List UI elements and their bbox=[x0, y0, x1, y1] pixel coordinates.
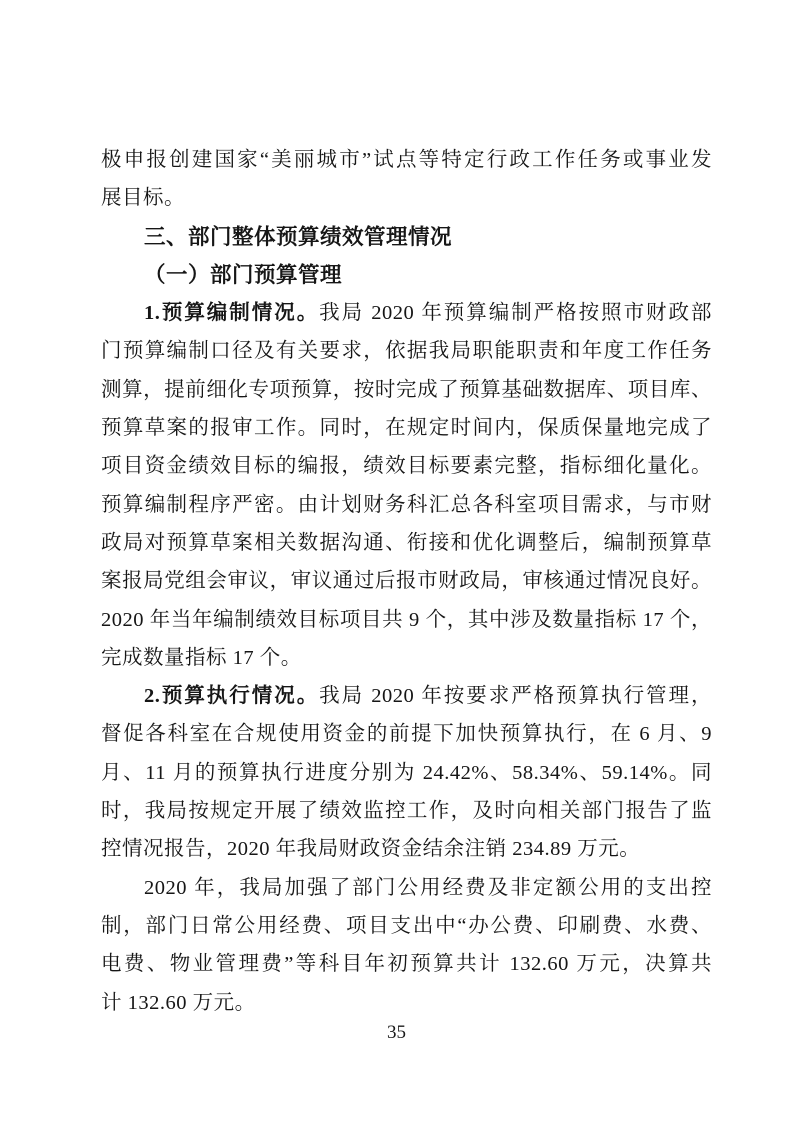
paragraph-first-line bbox=[101, 677, 712, 715]
paragraph-lead-bold: 2.预算执行情况。 bbox=[144, 685, 320, 708]
body-line bbox=[101, 830, 712, 868]
body-line bbox=[101, 486, 712, 524]
body-text: 项目资金绩效目标的编报，绩效目标要素完整，指标细化量化。 bbox=[101, 455, 712, 478]
body-text: 电费、物业管理费”等科目年初预算共计 132.60 万元，决算共 bbox=[101, 953, 712, 976]
body-text: 督促各科室在合规使用资金的前提下加快预算执行，在 6 月、9 bbox=[101, 723, 712, 746]
body-line bbox=[101, 907, 712, 945]
body-text: 制，部门日常公用经费、项目支出中“办公费、印刷费、水费、 bbox=[101, 914, 712, 937]
body-text: 2020 年，我局加强了部门公用经费及非定额公用的支出控 bbox=[144, 876, 712, 899]
body-text: 测算，提前细化专项预算，按时完成了预算基础数据库、项目库、 bbox=[101, 378, 712, 401]
body-text: 极申报创建国家“美丽城市”试点等特定行政工作任务或事业发 bbox=[101, 149, 712, 171]
body-line bbox=[101, 945, 712, 983]
body-text: 案报局党组会审议，审议通过后报市财政局，审核通过情况良好。 bbox=[101, 570, 712, 593]
text-block bbox=[101, 141, 712, 1022]
body-line bbox=[101, 179, 712, 217]
body-line bbox=[101, 601, 712, 639]
body-text: 门预算编制口径及有关要求，依据我局职能职责和年度工作任务 bbox=[101, 340, 712, 363]
subsection-heading-text: （一）部门预算管理 bbox=[144, 262, 343, 287]
body-line bbox=[101, 715, 712, 753]
paragraph-first-line bbox=[101, 294, 712, 332]
body-line bbox=[101, 754, 712, 792]
section-heading bbox=[101, 218, 712, 256]
body-line bbox=[101, 332, 712, 370]
body-text: 2020 年当年编制绩效目标项目共 9 个，其中涉及数量指标 17 个， bbox=[101, 608, 712, 631]
body-text: 预算草案的报审工作。同时，在规定时间内，保质保量地完成了 bbox=[101, 417, 712, 440]
body-line bbox=[101, 371, 712, 409]
body-text: 预算编制程序严密。由计划财务科汇总各科室项目需求，与市财 bbox=[101, 493, 712, 516]
body-line bbox=[101, 792, 712, 830]
paragraph-first-line bbox=[101, 869, 712, 907]
page-number: 35 bbox=[387, 1022, 406, 1043]
body-text: 月、11 月的预算执行进度分别为 24.42%、58.34%、59.14%。同 bbox=[101, 761, 712, 784]
subsection-heading bbox=[101, 256, 712, 294]
body-line bbox=[101, 141, 712, 179]
body-line bbox=[101, 562, 712, 600]
body-text: 我局 2020 年预算编制严格按照市财政部 bbox=[319, 302, 712, 325]
body-text: 完成数量指标 17 个。 bbox=[101, 646, 302, 669]
section-heading-text: 三、部门整体预算绩效管理情况 bbox=[144, 224, 453, 249]
body-line bbox=[101, 524, 712, 562]
paragraph-lead-bold: 1.预算编制情况。 bbox=[144, 302, 320, 325]
body-text: 控情况报告，2020 年我局财政资金结余注销 234.89 万元。 bbox=[101, 838, 641, 861]
body-line bbox=[101, 409, 712, 447]
body-text: 政局对预算草案相关数据沟通、衔接和优化调整后，编制预算草 bbox=[101, 531, 712, 554]
body-line bbox=[101, 984, 712, 1022]
body-text: 我局 2020 年按要求严格预算执行管理， bbox=[319, 685, 712, 708]
body-text: 计 132.60 万元。 bbox=[101, 991, 256, 1014]
body-line bbox=[101, 639, 712, 677]
body-text: 展目标。 bbox=[101, 187, 185, 210]
body-line bbox=[101, 447, 712, 485]
body-text: 时，我局按规定开展了绩效监控工作，及时向相关部门报告了监 bbox=[101, 800, 712, 823]
